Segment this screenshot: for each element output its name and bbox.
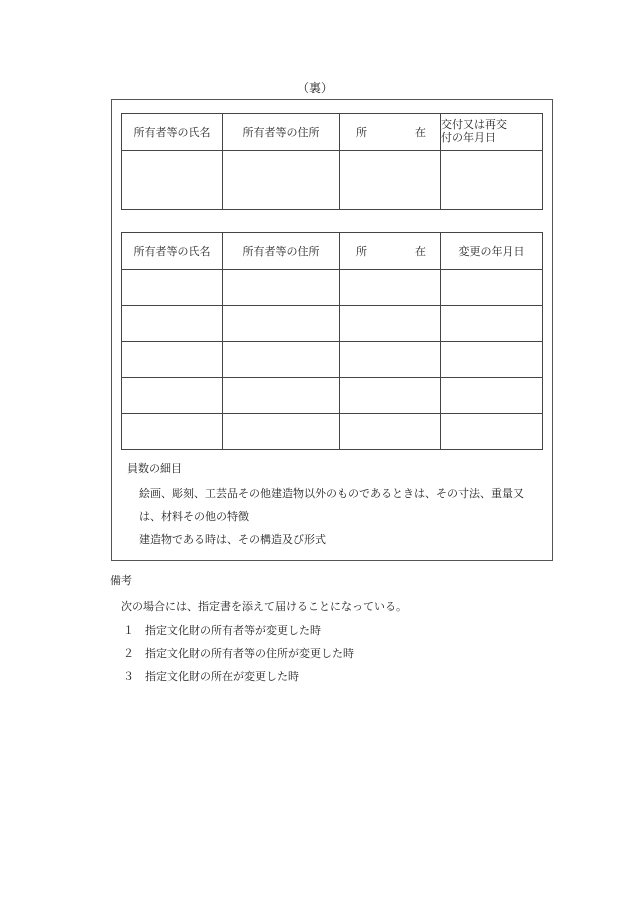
table-row (122, 342, 543, 378)
notes-heading: 員数の細目 (127, 462, 182, 475)
header-location: 所 在 (340, 233, 441, 270)
header-change-date: 変更の年月日 (441, 233, 543, 270)
notes-line-1: 絵画、彫刻、工芸品その他建造物以外のものであるときは、その寸法、重量又 (139, 487, 524, 500)
cell-owner-address[interactable] (223, 414, 340, 450)
cell-issue-date[interactable] (441, 151, 543, 210)
header-owner-address: 所有者等の住所 (223, 233, 340, 270)
cell-change-date[interactable] (441, 414, 543, 450)
cell-location[interactable] (340, 306, 441, 342)
remarks-intro: 次の場合には、指定書を添えて届けることになっている。 (121, 600, 407, 613)
table-row (122, 151, 543, 210)
item-text: 指定文化財の所有者等の住所が変更した時 (145, 647, 354, 660)
table-row (122, 270, 543, 306)
item-text: 指定文化財の所在が変更した時 (145, 670, 299, 683)
item-number: ２ (123, 647, 134, 660)
item-number: １ (123, 624, 134, 637)
table-header-row (122, 114, 543, 151)
cell-owner-address[interactable] (223, 306, 340, 342)
table-row (122, 414, 543, 450)
cell-location[interactable] (340, 378, 441, 414)
cell-owner-address[interactable] (223, 378, 340, 414)
cell-change-date[interactable] (441, 306, 543, 342)
cell-location[interactable] (340, 270, 441, 306)
cell-change-date[interactable] (441, 342, 543, 378)
cell-owner-address[interactable] (223, 342, 340, 378)
header-issue-date: 交付又は再交 付の年月日 (441, 114, 543, 151)
remarks-item (123, 645, 354, 661)
header-owner-address: 所有者等の住所 (223, 114, 340, 151)
header-owner-name: 所有者等の氏名 (122, 114, 223, 151)
table-header-row (122, 233, 543, 270)
item-number: ３ (123, 670, 134, 683)
cell-owner-address[interactable] (223, 151, 340, 210)
cell-location[interactable] (340, 342, 441, 378)
cell-owner-name[interactable] (122, 270, 223, 306)
cell-owner-name[interactable] (122, 342, 223, 378)
item-text: 指定文化財の所有者等が変更した時 (145, 624, 321, 637)
cell-owner-address[interactable] (223, 270, 340, 306)
issuance-table (121, 113, 543, 210)
page-label-back: （裏） (296, 81, 333, 95)
table-row (122, 306, 543, 342)
header-location: 所 在 (340, 114, 441, 151)
remarks-item (123, 668, 299, 684)
cell-location[interactable] (340, 414, 441, 450)
cell-owner-name[interactable] (122, 151, 223, 210)
cell-owner-name[interactable] (122, 414, 223, 450)
cell-location[interactable] (340, 151, 441, 210)
remarks-heading: 備考 (110, 574, 132, 587)
cell-owner-name[interactable] (122, 306, 223, 342)
remarks-item (123, 622, 321, 638)
cell-owner-name[interactable] (122, 378, 223, 414)
notes-line-3: 建造物である時は、その構造及び形式 (139, 533, 326, 546)
change-table (121, 232, 543, 450)
table-row (122, 378, 543, 414)
notes-line-2: は、材料その他の特徴 (139, 510, 249, 523)
header-owner-name: 所有者等の氏名 (122, 233, 223, 270)
cell-change-date[interactable] (441, 378, 543, 414)
cell-change-date[interactable] (441, 270, 543, 306)
